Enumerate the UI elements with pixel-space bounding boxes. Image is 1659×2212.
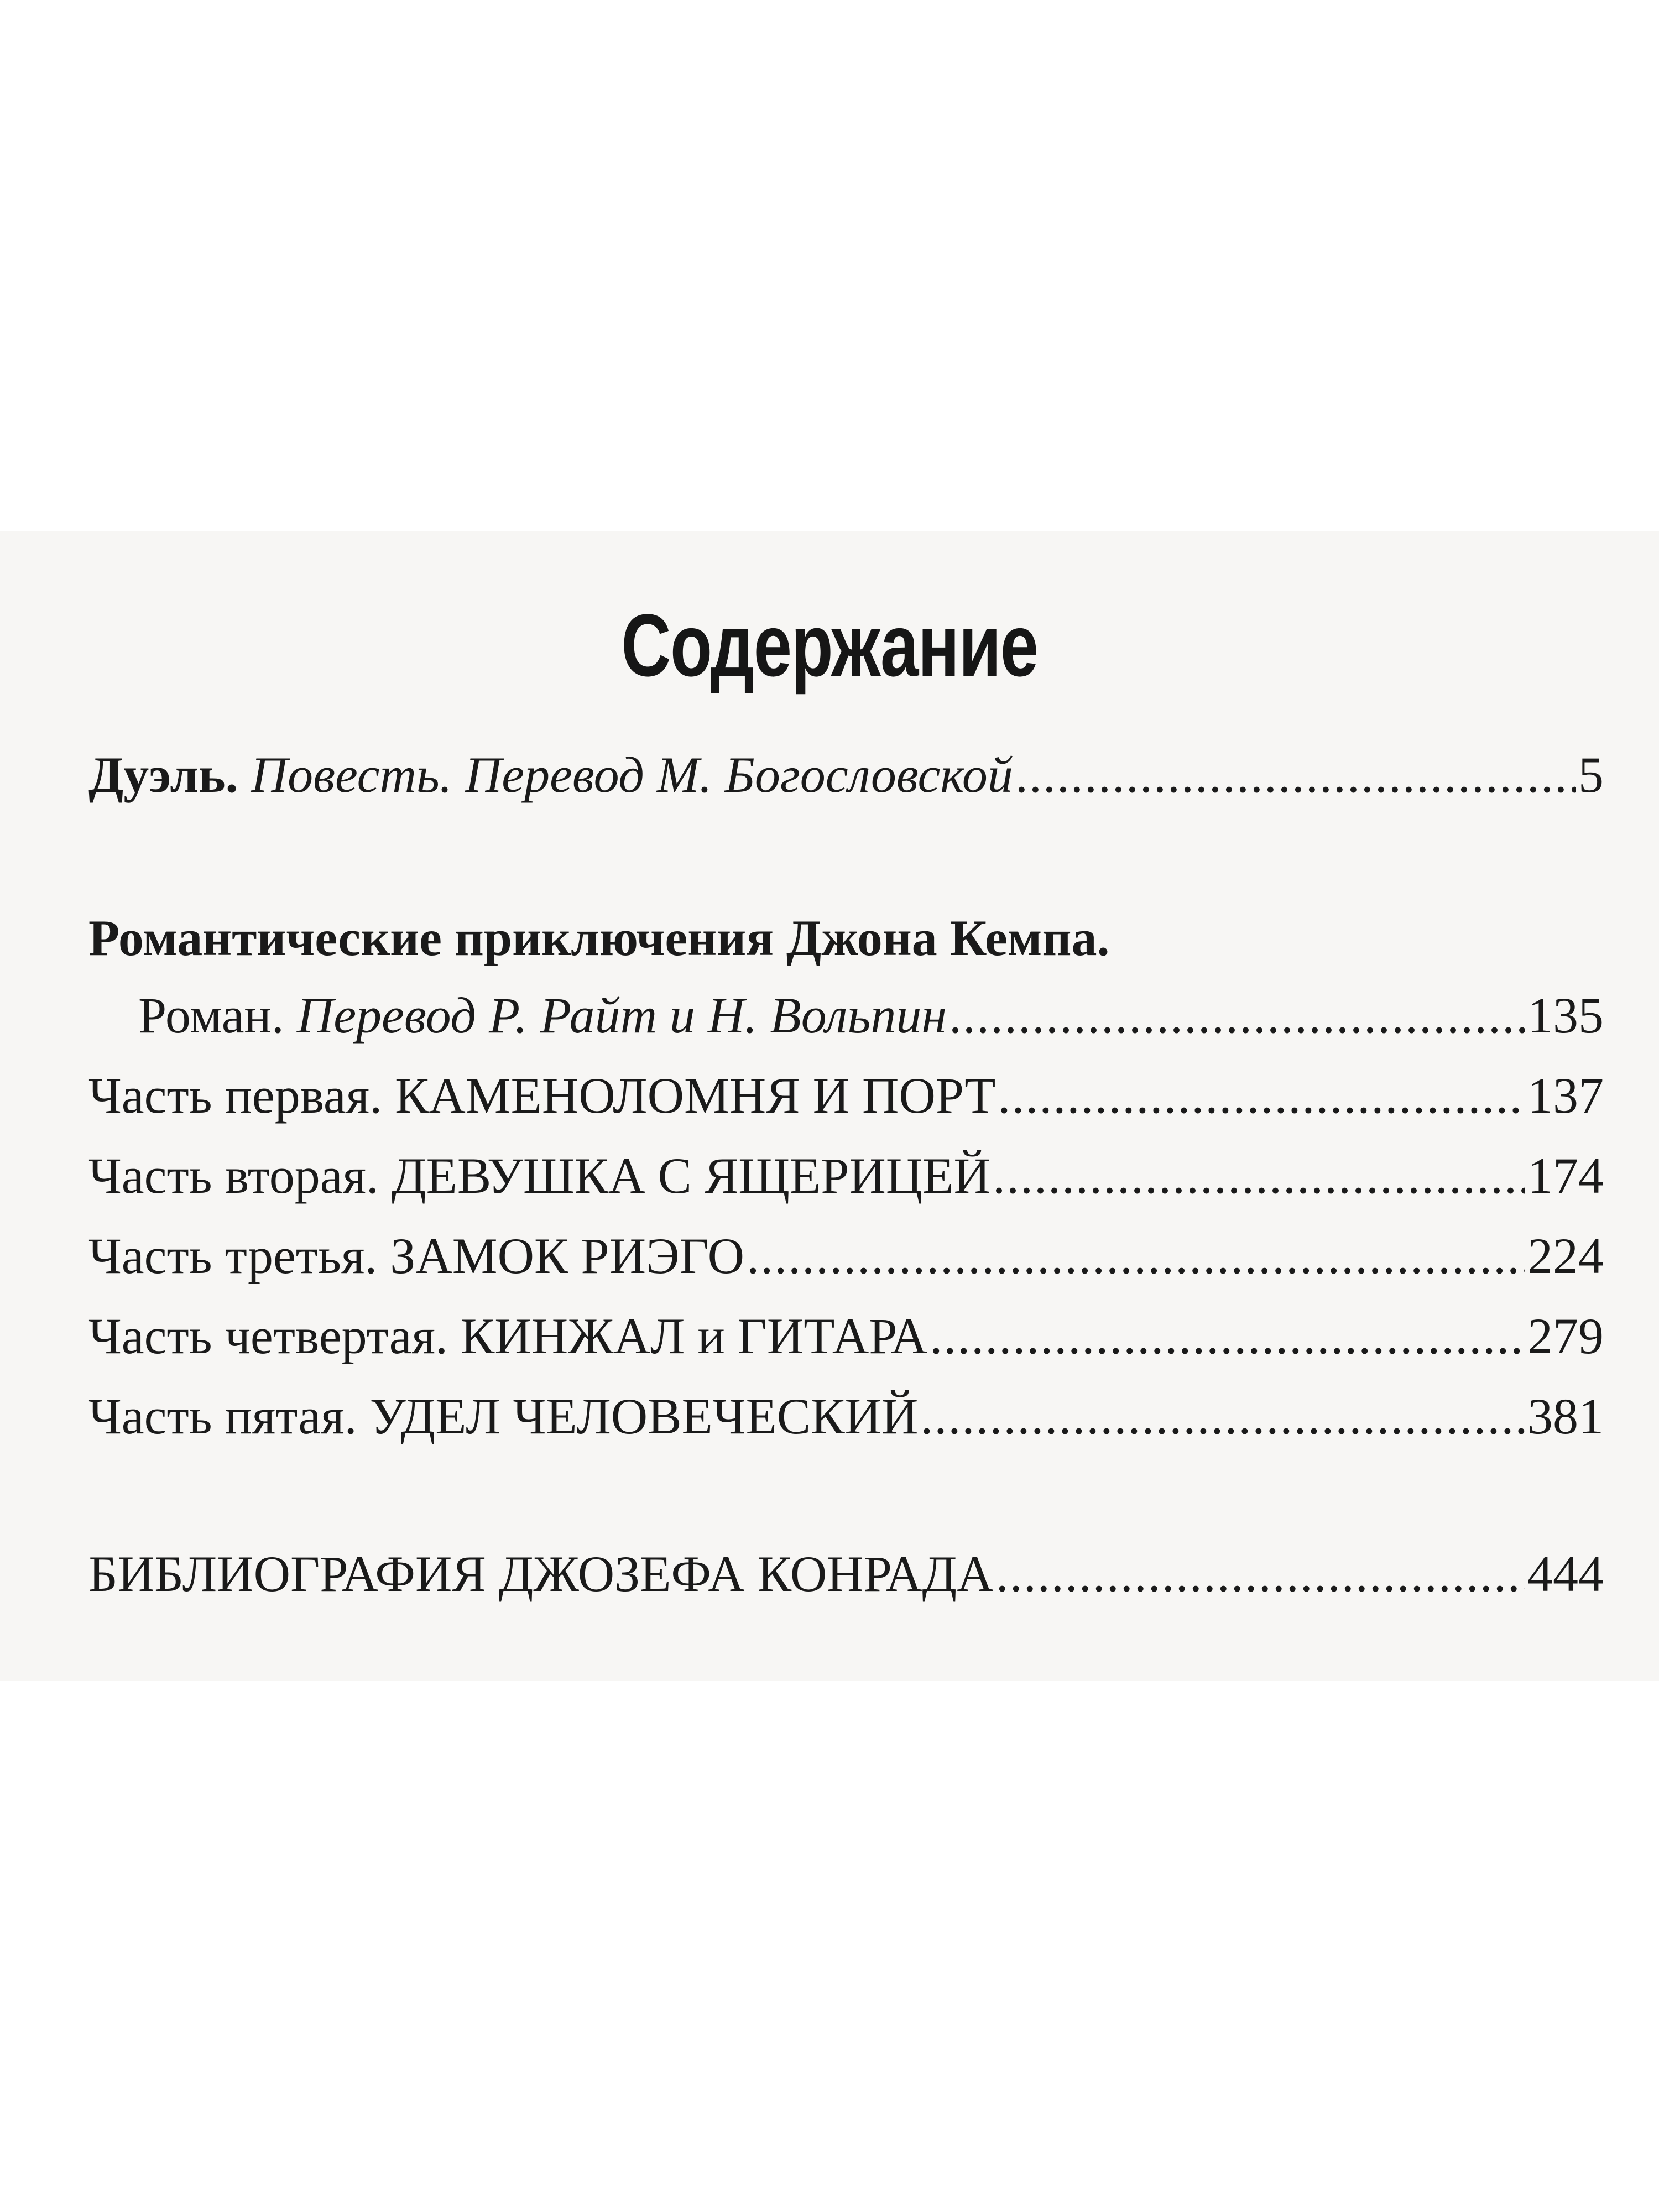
page-number: 224 — [1527, 1228, 1604, 1284]
page-number: 444 — [1527, 1546, 1604, 1602]
entry-label: Часть четвертая. КИНЖАЛ и ГИТАРА — [88, 1308, 928, 1364]
entry-description: Повесть. Перевод М. Богословской — [251, 747, 1013, 803]
entry-label: Часть третья. ЗАМОК РИЭГО — [88, 1228, 745, 1284]
toc-entry-part-1 — [88, 1067, 1604, 1124]
page-number: 5 — [1578, 747, 1604, 803]
page-number: 174 — [1527, 1147, 1604, 1204]
toc-heading-kemp — [88, 910, 1604, 966]
page-number: 137 — [1527, 1067, 1604, 1124]
dot-leader — [993, 1150, 1525, 1201]
section-heading: Романтические приключения Джона Кемпа. — [88, 910, 1110, 966]
entry-label: БИБЛИОГРАФИЯ ДЖОЗЕФА КОНРАДА — [88, 1546, 994, 1602]
entry-genre: Роман. — [138, 987, 284, 1044]
dot-leader — [920, 1391, 1525, 1442]
page-number: 381 — [1527, 1388, 1604, 1444]
toc-entry-bibliography — [88, 1546, 1604, 1602]
toc-entry-part-3 — [88, 1228, 1604, 1284]
entry-label: Часть пятая. УДЕЛ ЧЕЛОВЕЧЕСКИЙ — [88, 1388, 919, 1444]
entry-description: Перевод Р. Райт и Н. Вольпин — [296, 987, 947, 1044]
toc-entry-part-5 — [88, 1388, 1604, 1444]
entry-name: Дуэль. — [88, 747, 238, 803]
dot-leader — [930, 1311, 1525, 1361]
dot-leader — [1015, 749, 1576, 800]
entry-label: Часть первая. КАМЕНОЛОМНЯ И ПОРТ — [88, 1067, 996, 1124]
toc-entry-duel — [88, 747, 1604, 803]
page-number: 279 — [1527, 1308, 1604, 1364]
page-title: Содержание — [621, 596, 1038, 695]
dot-leader — [996, 1548, 1525, 1599]
toc-entry-kemp — [138, 987, 1604, 1044]
page-number: 135 — [1527, 987, 1604, 1044]
dot-leader — [747, 1230, 1525, 1281]
toc-entry-part-4 — [88, 1308, 1604, 1364]
dot-leader — [998, 1070, 1525, 1121]
toc-entry-part-2 — [88, 1147, 1604, 1204]
entry-label: Часть вторая. ДЕВУШКА С ЯЩЕРИЦЕЙ — [88, 1147, 990, 1204]
dot-leader — [949, 990, 1525, 1041]
